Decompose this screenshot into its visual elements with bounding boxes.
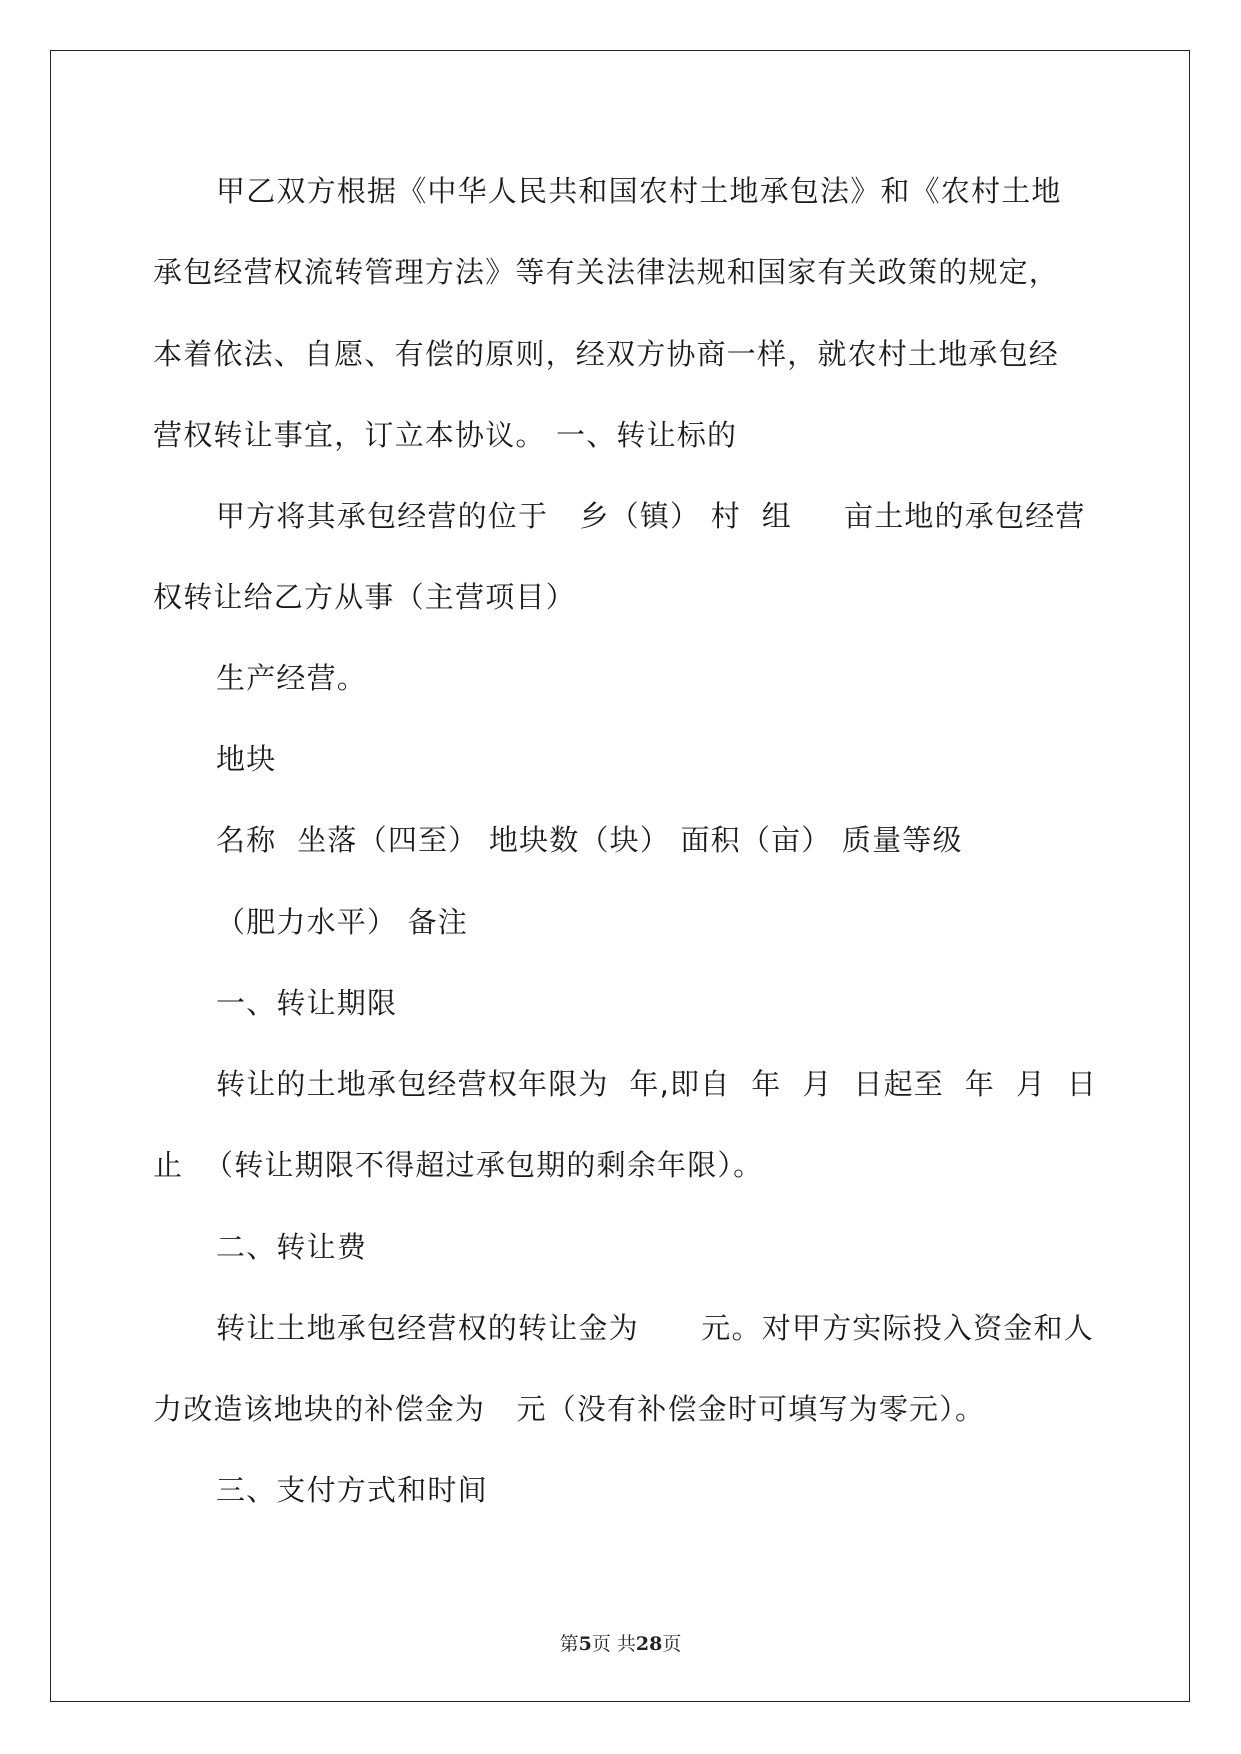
section-heading: 二、转让费	[216, 1230, 368, 1264]
footer-prefix: 第	[559, 1633, 579, 1655]
paragraph-line: 转让的土地承包经营权年限为 年,即自 年 月 日起至 年 月 日	[216, 1067, 1098, 1101]
paragraph-line: 转让土地承包经营权的转让金为 元。对甲方实际投入资金和人	[216, 1311, 1094, 1345]
footer-suffix: 页	[662, 1633, 682, 1655]
paragraph-line: 甲乙双方根据《中华人民共和国农村土地承包法》和《农村土地	[216, 174, 1062, 208]
paragraph-line: 止 （转让期限不得超过承包期的剩余年限）。	[153, 1148, 764, 1182]
section-heading: 三、支付方式和时间	[216, 1473, 488, 1507]
page-footer	[0, 1632, 1241, 1656]
table-header-line: （肥力水平） 备注	[216, 905, 469, 939]
current-page-number: 5	[578, 1633, 592, 1655]
paragraph-line: 生产经营。	[216, 661, 368, 695]
paragraph-line: 力改造该地块的补偿金为 元（没有补偿金时可填写为零元）。	[153, 1392, 986, 1426]
paragraph-line: 权转让给乙方从事（主营项目）	[153, 580, 576, 614]
paragraph-line: 甲方将其承包经营的位于 乡（镇） 村 组 亩土地的承包经营	[216, 499, 1086, 533]
total-page-count: 28	[635, 1633, 663, 1655]
section-heading: 一、转让期限	[216, 986, 398, 1020]
page-border	[50, 50, 1190, 1702]
table-header-line: 名称 坐落（四至） 地块数（块） 面积（亩） 质量等级	[216, 823, 963, 857]
footer-mid: 页 共	[591, 1633, 636, 1655]
paragraph-line: 承包经营权流转管理方法》等有关法律法规和国家有关政策的规定，	[153, 255, 1060, 289]
paragraph-line: 地块	[216, 742, 277, 776]
paragraph-line: 本着依法、自愿、有偿的原则，经双方协商一样，就农村土地承包经	[153, 337, 1060, 371]
paragraph-line: 营权转让事宜，订立本协议。 一、转让标的	[153, 418, 738, 452]
